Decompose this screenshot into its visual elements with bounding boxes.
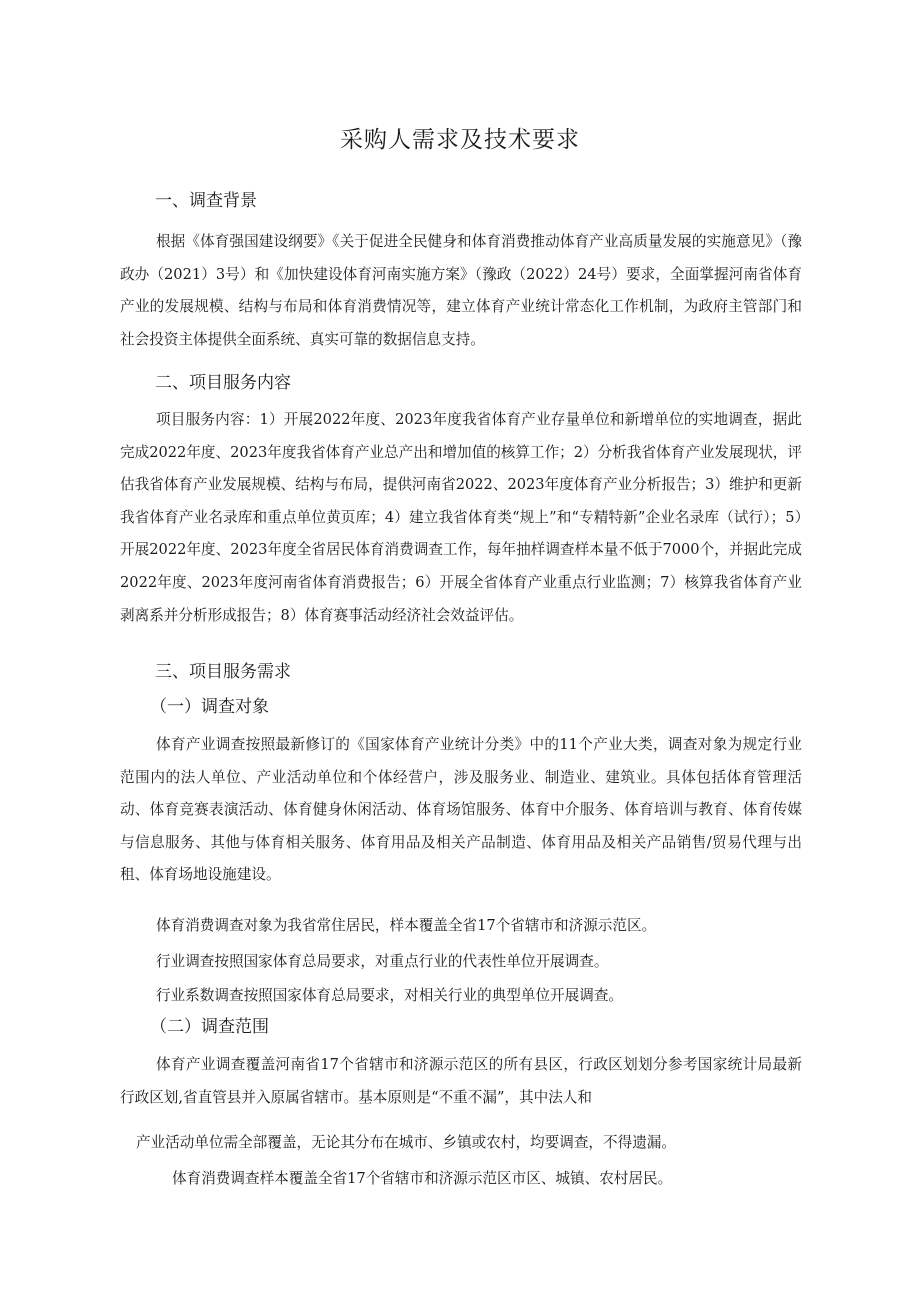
section-heading-service-requirements: 三、项目服务需求: [155, 662, 291, 682]
scope-paragraph-2: 体育消费调查样本覆盖全省17个省辖市和济源示范区市区、城镇、农村居民。: [172, 1170, 673, 1187]
scope-paragraph-1: 体育产业调查覆盖河南省17个省辖市和济源示范区的所有县区，行政区划划分参考国家统计局最新行政区划,省直管县并入原属省辖市。基本原则是“不重不漏”，其中法人和: [120, 1056, 802, 1106]
objects-paragraph-3: 行业调查按照国家体育总局要求，对重点行业的代表性单位开展调查。: [156, 953, 609, 970]
scope-paragraph-1-continued: 产业活动单位需全部覆盖，无论其分布在城市、乡镇或农村，均要调查，不得遗漏。: [136, 1134, 676, 1151]
subsection-heading-scope: （二）调查范围: [150, 1017, 269, 1037]
document-title: 采购人需求及技术要求: [340, 127, 580, 153]
section-heading-service-content: 二、项目服务内容: [155, 373, 291, 393]
objects-paragraph-4: 行业系数调查按照国家体育总局要求，对相关行业的典型单位开展调查。: [156, 987, 624, 1004]
subsection-heading-objects: （一）调查对象: [150, 697, 269, 717]
background-paragraph: 根据《体育强国建设纲要》《关于促进全民健身和体育消费推动体育产业高质量发展的实施意见》（豫政办（2021）3号）和《加快建设体育河南实施方案》（豫政（2022）24号）要求，全面掌握河南省体育产业的发展规模、结构与布局和体育消费情况等，建立体育产业统计常态化工作机制，为政府主管部门和社会投资主体提供全面系统、真实可靠的数据信息支持。: [120, 233, 802, 348]
section-heading-background: 一、调查背景: [155, 191, 257, 211]
objects-paragraph-1: 体育产业调查按照最新修订的《国家体育产业统计分类》中的11个产业大类，调查对象为规定行业范围内的法人单位、产业活动单位和个体经营户，涉及服务业、制造业、建筑业。具体包括体育管理活动、体育竞赛表演活动、体育健身休闲活动、体育场馆服务、体育中介服务、体育培训与教育、体育传媒与信息服务、其他与体育相关服务、体育用品及相关产品制造、体育用品及相关产品销售/贸易代理与出租、体育场地设施建设。: [120, 736, 802, 884]
service-content-paragraph: 项目服务内容：1）开展2022年度、2023年度我省体育产业存量单位和新增单位的实地调查，据此完成2022年度、2023年度我省体育产业总产出和增加值的核算工作；2）分析我省体育产业发展现状，评估我省体育产业发展规模、结构与布局，提供河南省2022、2023年度体育产业分析报告；3）维护和更新我省体育产业名录库和重点单位黄页库；4）建立我省体育类“规上”和“专精特新”企业名录库（试行）；5）开展2022年度、2023年度全省居民体育消费调查工作，每年抽样调查样本量不低于7000个，并据此完成2022年度、2023年度河南省体育消费报告；6）开展全省体育产业重点行业监测；7）核算我省体育产业剥离系并分析形成报告；8）体育赛事活动经济社会效益评估。: [120, 411, 802, 624]
objects-paragraph-2: 体育消费调查对象为我省常住居民，样本覆盖全省17个省辖市和济源示范区。: [156, 917, 657, 934]
